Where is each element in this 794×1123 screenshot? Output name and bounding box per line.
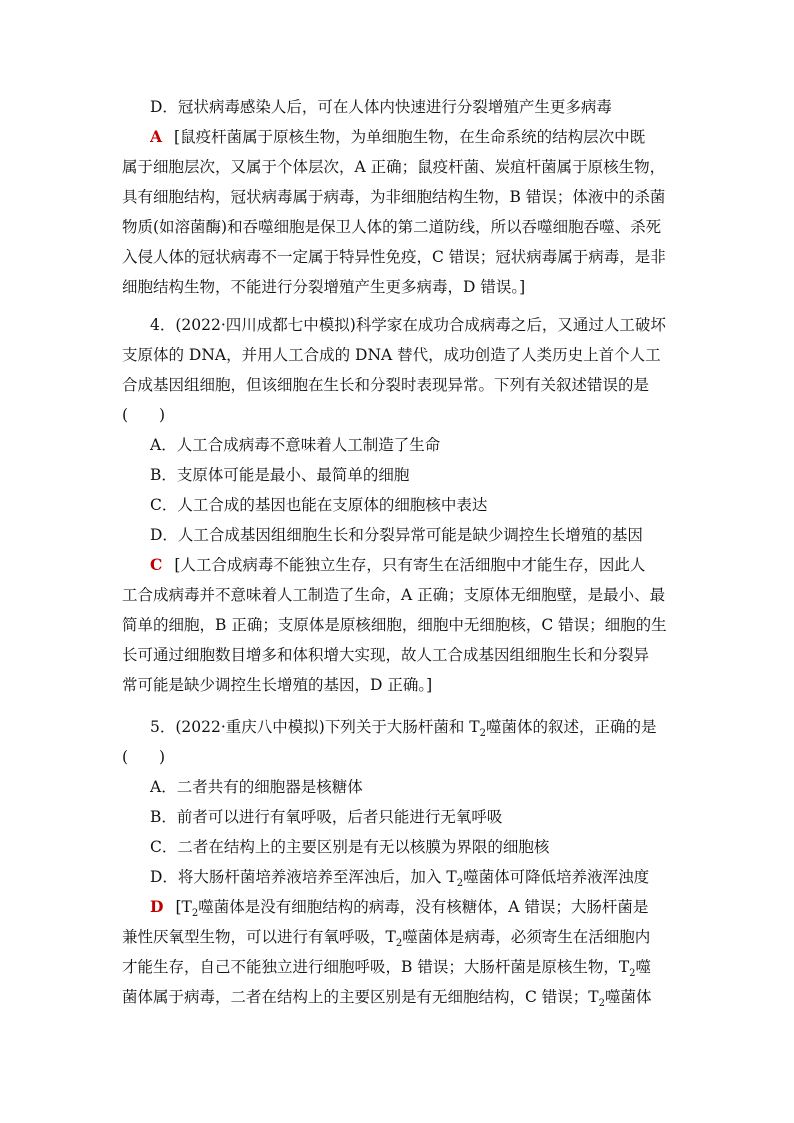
q5-explanation-line (122, 952, 682, 982)
q4-option-c: C．人工合成的基因也能在支原体的细胞核中表达 (150, 496, 488, 514)
q5-explanation-text: 噬菌体是病毒，必须寄生在活细胞内 (402, 928, 651, 946)
subscript: 2 (629, 968, 636, 980)
q4-explanation-text: [人工合成病毒不能独立生存，只有寄生在活细胞中才能生存，因此人 (174, 556, 646, 574)
q3-option-d: D．冠状病毒感染人后，可在人体内快速进行分裂增殖产生更多病毒 (150, 98, 612, 116)
q3-explanation-line: 属于细胞层次，又属于个体层次，A 正确；鼠疫杆菌、炭疽杆菌属于原核生物， (122, 158, 666, 176)
q4-stem-line: 支原体的 DNA，并用人工合成的 DNA 替代，成功创造了人类历史上首个人工 (122, 346, 661, 364)
q3-explanation-line: 入侵人体的冠状病毒不一定属于特异性免疫，C 错误；冠状病毒属于病毒，是非 (122, 248, 666, 266)
q5-option-c: C．二者在结构上的主要区别是有无以核膜为界限的细胞核 (150, 838, 550, 856)
subscript: 2 (456, 878, 464, 890)
q4-explanation-line (122, 550, 682, 580)
question-5-section (122, 712, 682, 1012)
question-4-section (122, 310, 682, 700)
question-3-section (122, 92, 682, 302)
q4-explanation-line: 简单的细胞，B 正确；支原体是原核细胞，细胞中无细胞核，C 错误；细胞的生 (122, 616, 667, 634)
q4-stem-line: 4．(2022·四川成都七中模拟)科学家在成功合成病毒之后，又通过人工破坏 (150, 316, 666, 334)
q4-option-b: B．支原体可能是最小、最简单的细胞 (150, 466, 410, 484)
q5-explanation-text: 菌体属于病毒，二者在结构上的主要区别是有无细胞结构，C 错误；T (122, 988, 599, 1006)
q5-explanation-line (122, 982, 682, 1012)
q5-stem-text: 噬菌体的叙述，正确的是 (485, 718, 657, 736)
q5-explanation-text: 噬菌体 (605, 988, 652, 1006)
q4-explanation-line: 长可通过细胞数目增多和体积增大实现，故人工合成基因组细胞生长和分裂异 (122, 646, 650, 664)
subscript: 2 (479, 728, 486, 740)
q4-explanation-line: 工合成病毒并不意味着人工制造了生命，A 正确；支原体无细胞壁，是最小、最 (122, 586, 666, 604)
subscript: 2 (191, 908, 199, 920)
q5-explanation-text: 兼性厌氧型生物，可以进行有氧呼吸，T (122, 928, 396, 946)
q5-explanation-text: [T (175, 898, 192, 916)
q4-option-d: D．人工合成基因组细胞生长和分裂异常可能是缺少调控生长增殖的基因 (150, 526, 643, 544)
q5-explanation-text: 噬菌体是没有细胞结构的病毒，没有核糖体，A 错误；大肠杆菌是 (198, 898, 649, 916)
q3-explanation-line (122, 122, 682, 152)
q5-answer-blank: ( ) (122, 748, 166, 766)
q3-answer-letter: A (150, 127, 163, 146)
q4-stem-line: 合成基因组细胞，但该细胞在生长和分裂时表现异常。下列有关叙述错误的是 (122, 376, 650, 394)
q5-explanation-text: 才能生存，自己不能独立进行细胞呼吸，B 错误；大肠杆菌是原核生物，T (122, 958, 630, 976)
q5-option-a: A．二者共有的细胞器是核糖体 (150, 778, 363, 796)
q5-answer-letter: D (150, 897, 164, 916)
q4-explanation-line: 常可能是缺少调控生长增殖的基因，D 正确。] (122, 676, 433, 694)
q5-stem-line (122, 712, 682, 742)
q5-option-d-text: D．将大肠杆菌培养液培养至浑浊后，加入 T (150, 868, 457, 886)
q4-answer-letter: C (150, 555, 163, 574)
q5-option-d (122, 862, 682, 892)
q4-option-a: A．人工合成病毒不意味着人工制造了生命 (150, 436, 441, 454)
q4-answer-blank: ( ) (122, 406, 166, 424)
q3-explanation-line: 物质(如溶菌酶)和吞噬细胞是保卫人体的第二道防线，所以吞噬细胞吞噬、杀死 (122, 218, 662, 236)
q5-explanation-text: 噬 (635, 958, 652, 976)
q3-explanation-line: 具有细胞结构，冠状病毒属于病毒，为非细胞结构生物，B 错误；体液中的杀菌 (122, 188, 666, 206)
q5-explanation-line (122, 922, 682, 952)
subscript: 2 (395, 938, 403, 950)
q5-option-b: B．前者可以进行有氧呼吸，后者只能进行无氧呼吸 (150, 808, 503, 826)
q5-option-d-text: 噬菌体可降低培养液浑浊度 (463, 868, 650, 886)
q3-explanation-text: [鼠疫杆菌属于原核生物，为单细胞生物，在生命系统的结构层次中既 (174, 128, 646, 146)
subscript: 2 (598, 998, 606, 1010)
q5-explanation-line (122, 892, 682, 922)
q5-stem-text: 5．(2022·重庆八中模拟)下列关于大肠杆菌和 T (150, 718, 480, 736)
q3-explanation-line: 细胞结构生物，不能进行分裂增殖产生更多病毒，D 错误。] (122, 278, 526, 296)
